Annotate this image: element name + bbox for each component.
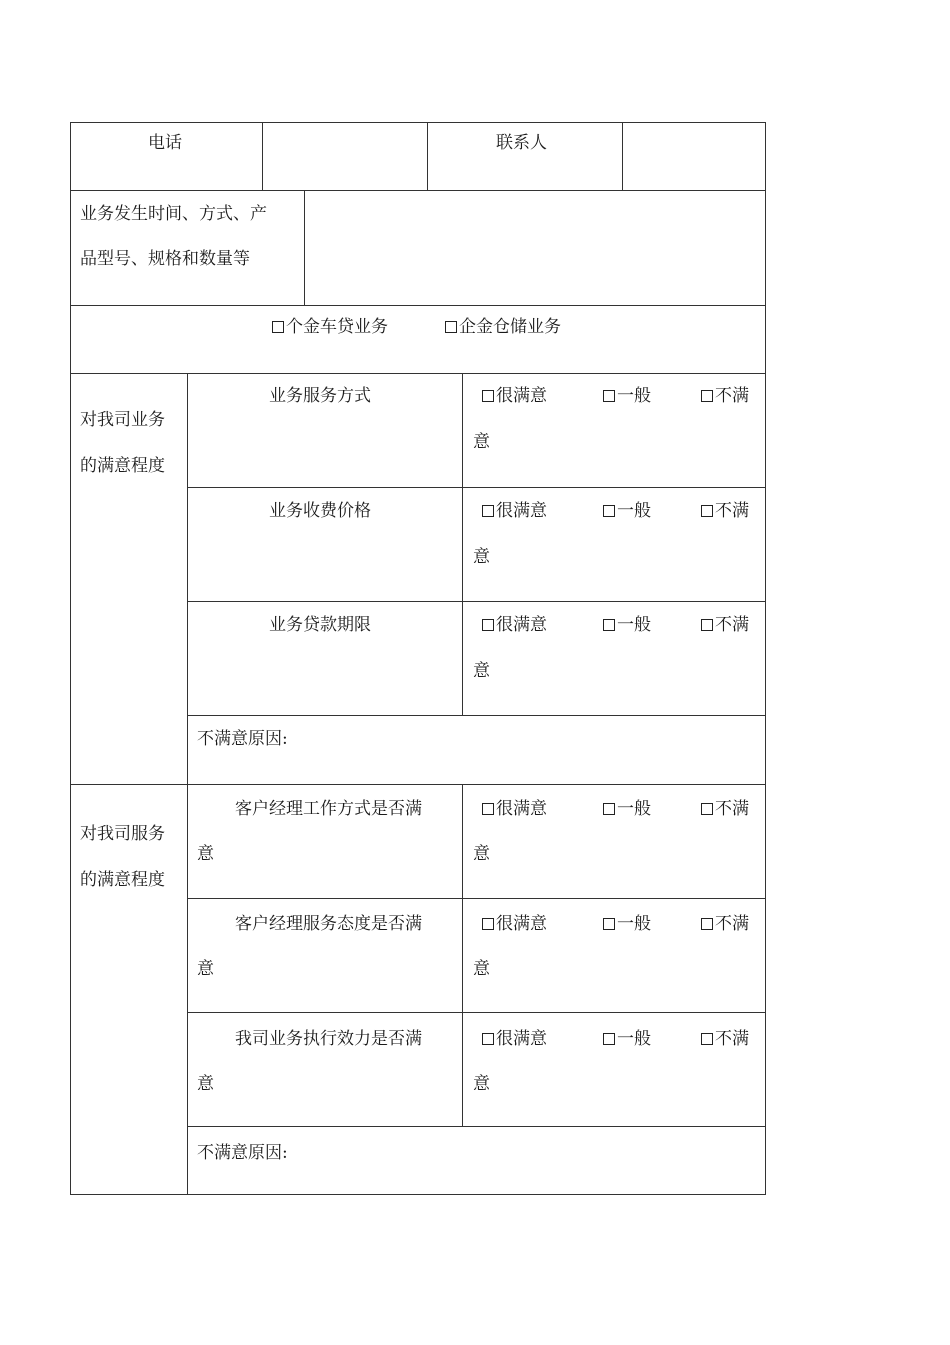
rating-very-satisfied[interactable]	[482, 1029, 547, 1049]
rating-very-satisfied-label: 很满意	[496, 386, 547, 406]
section2-item-label-line2: 意	[197, 1074, 214, 1094]
rating-not-satisfied[interactable]	[701, 386, 749, 406]
section2-label-line1: 对我司服务	[80, 824, 165, 844]
rating-not-satisfied-wrap: 意	[473, 1074, 490, 1094]
section1-item-label: 业务贷款期限	[269, 615, 371, 635]
business-details-label-line2: 品型号、规格和数量等	[80, 249, 250, 269]
rating-average[interactable]	[603, 1029, 651, 1049]
section1-item-label: 业务服务方式	[269, 386, 371, 406]
section2-item-label-line1: 客户经理工作方式是否满	[235, 799, 422, 819]
rating-average[interactable]	[603, 914, 651, 934]
section2-label-cell	[70, 784, 188, 1195]
rating-not-satisfied-label: 不满	[715, 799, 749, 819]
section1-label-line2: 的满意程度	[80, 456, 165, 476]
rating-average-label: 一般	[617, 615, 651, 635]
section1-reason-label: 不满意原因:	[197, 729, 288, 749]
contact-label: 联系人	[496, 133, 547, 153]
checkbox-icon[interactable]	[603, 505, 615, 517]
rating-not-satisfied-label: 不满	[715, 615, 749, 635]
rating-very-satisfied-label: 很满意	[496, 799, 547, 819]
section2-item-rating-cell	[462, 1012, 766, 1127]
checkbox-icon[interactable]	[603, 390, 615, 402]
section1-item-rating-cell	[462, 373, 766, 488]
section1-item-rating-cell	[462, 487, 766, 602]
checkbox-icon[interactable]	[482, 803, 494, 815]
rating-not-satisfied-label: 不满	[715, 1029, 749, 1049]
section2-item-label-line2: 意	[197, 844, 214, 864]
section1-item-label-cell	[187, 487, 463, 602]
satisfaction-survey-form	[70, 122, 766, 1195]
checkbox-icon[interactable]	[701, 619, 713, 631]
checkbox-icon[interactable]	[701, 803, 713, 815]
rating-very-satisfied-label: 很满意	[496, 1029, 547, 1049]
checkbox-icon[interactable]	[482, 505, 494, 517]
business-type-cell	[70, 305, 766, 374]
rating-average[interactable]	[603, 615, 651, 635]
rating-average[interactable]	[603, 799, 651, 819]
section2-item-label-cell	[187, 784, 463, 899]
rating-very-satisfied-label: 很满意	[496, 914, 547, 934]
section1-label-line1: 对我司业务	[80, 410, 165, 430]
rating-average-label: 一般	[617, 914, 651, 934]
checkbox-icon[interactable]	[482, 390, 494, 402]
checkbox-icon[interactable]	[701, 505, 713, 517]
checkbox-icon[interactable]	[701, 390, 713, 402]
section2-item-label-line1: 客户经理服务态度是否满	[235, 914, 422, 934]
checkbox-icon[interactable]	[701, 918, 713, 930]
rating-very-satisfied-label: 很满意	[496, 501, 547, 521]
section2-label-line2: 的满意程度	[80, 870, 165, 890]
section1-item-label: 业务收费价格	[269, 501, 371, 521]
checkbox-icon[interactable]	[482, 918, 494, 930]
checkbox-icon[interactable]	[482, 1033, 494, 1045]
business-details-value-cell[interactable]	[304, 190, 766, 306]
checkbox-icon[interactable]	[272, 321, 284, 333]
checkbox-icon[interactable]	[482, 619, 494, 631]
rating-average-label: 一般	[617, 501, 651, 521]
rating-very-satisfied[interactable]	[482, 914, 547, 934]
section2-item-rating-cell	[462, 784, 766, 899]
phone-label: 电话	[148, 133, 182, 153]
warehouse-label: 企金仓储业务	[459, 317, 561, 337]
section2-item-label-cell	[187, 1012, 463, 1127]
checkbox-icon[interactable]	[603, 803, 615, 815]
checkbox-icon[interactable]	[603, 619, 615, 631]
rating-very-satisfied[interactable]	[482, 386, 547, 406]
rating-not-satisfied[interactable]	[701, 501, 749, 521]
rating-not-satisfied[interactable]	[701, 914, 749, 934]
rating-not-satisfied[interactable]	[701, 799, 749, 819]
phone-label-cell	[70, 122, 263, 191]
contact-value-cell[interactable]	[622, 122, 766, 191]
phone-value-cell[interactable]	[262, 122, 428, 191]
rating-not-satisfied-label: 不满	[715, 386, 749, 406]
section2-reason-cell[interactable]	[187, 1126, 766, 1195]
rating-average[interactable]	[603, 386, 651, 406]
section1-item-label-cell	[187, 601, 463, 716]
rating-average-label: 一般	[617, 1029, 651, 1049]
rating-very-satisfied[interactable]	[482, 799, 547, 819]
rating-not-satisfied-label: 不满	[715, 501, 749, 521]
business-details-label-line1: 业务发生时间、方式、产	[80, 204, 267, 224]
section2-item-label-line2: 意	[197, 959, 214, 979]
checkbox-icon[interactable]	[603, 1033, 615, 1045]
rating-not-satisfied-wrap: 意	[473, 432, 490, 452]
rating-not-satisfied-wrap: 意	[473, 844, 490, 864]
section2-item-rating-cell	[462, 898, 766, 1013]
car-loan-label: 个金车贷业务	[286, 317, 388, 337]
rating-not-satisfied[interactable]	[701, 1029, 749, 1049]
contact-label-cell	[427, 122, 623, 191]
business-type-option-car-loan[interactable]	[272, 317, 388, 337]
checkbox-icon[interactable]	[603, 918, 615, 930]
business-details-label-cell	[70, 190, 305, 306]
rating-not-satisfied-wrap: 意	[473, 661, 490, 681]
section2-item-label-cell	[187, 898, 463, 1013]
checkbox-icon[interactable]	[445, 321, 457, 333]
section1-reason-cell[interactable]	[187, 715, 766, 785]
rating-average-label: 一般	[617, 799, 651, 819]
section2-reason-label: 不满意原因:	[197, 1143, 288, 1163]
rating-very-satisfied-label: 很满意	[496, 615, 547, 635]
rating-not-satisfied-label: 不满	[715, 914, 749, 934]
section1-item-label-cell	[187, 373, 463, 488]
rating-not-satisfied-wrap: 意	[473, 547, 490, 567]
rating-very-satisfied[interactable]	[482, 615, 547, 635]
rating-not-satisfied-wrap: 意	[473, 959, 490, 979]
business-type-option-warehouse[interactable]	[445, 317, 561, 337]
section2-item-label-line1: 我司业务执行效力是否满	[235, 1029, 422, 1049]
rating-not-satisfied[interactable]	[701, 615, 749, 635]
section1-item-rating-cell	[462, 601, 766, 716]
rating-average[interactable]	[603, 501, 651, 521]
rating-average-label: 一般	[617, 386, 651, 406]
rating-very-satisfied[interactable]	[482, 501, 547, 521]
checkbox-icon[interactable]	[701, 1033, 713, 1045]
section1-label-cell	[70, 373, 188, 785]
